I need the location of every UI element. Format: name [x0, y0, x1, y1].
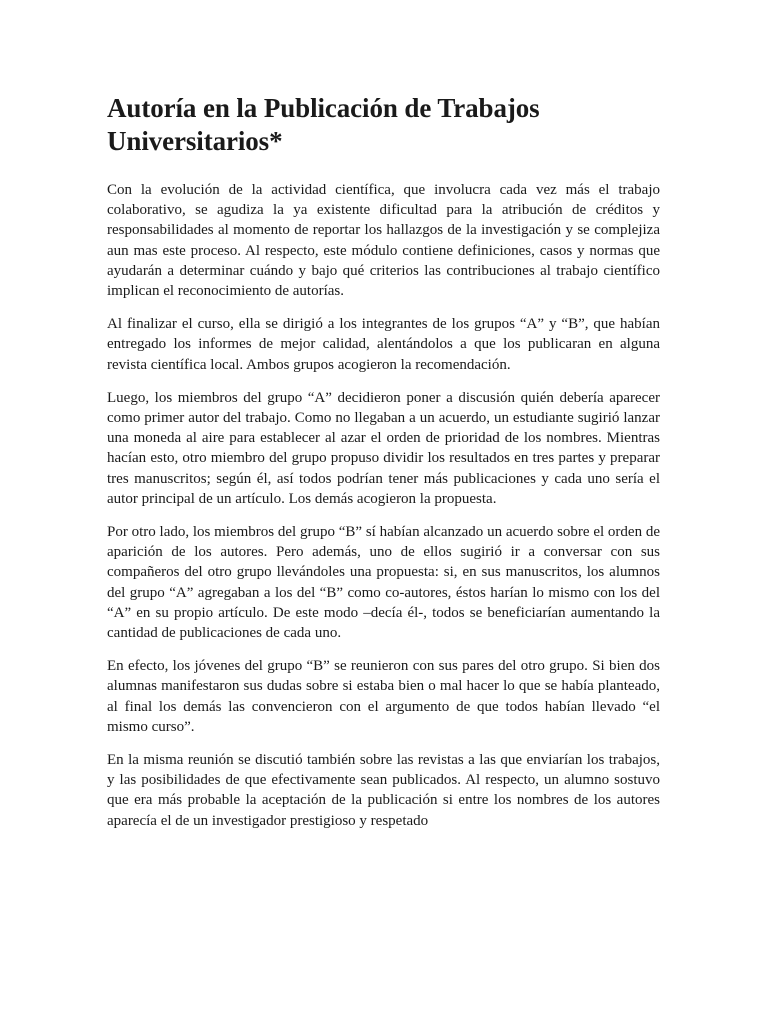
paragraph-group-b: Por otro lado, los miembros del grupo “B” sí habían alcanzado un acuerdo sobre el orden de aparición de los autores. Pero además, uno de ellos sugirió ir a conversar con sus compañeros del otro grupo llevándoles una propuesta: si, en sus manuscritos, los alumnos del grupo “A” agregaban a los del “B” como co-autores, éstos harían lo mismo con los del “A” en su propio artículo. De este modo –decía él-, todos se beneficiarían aumentando la cantidad de publicaciones de cada uno.	[107, 524, 660, 642]
paragraph-meeting: En efecto, los jóvenes del grupo “B” se reunieron con sus pares del otro grupo. Si bien dos alumnas manifestaron sus dudas sobre si estaba bien o mal hacer lo que se había planteado, al final los demás las convencieron con el argumento de que todos habían llevado “el mismo curso”.	[107, 658, 660, 735]
document-page	[107, 92, 660, 844]
paragraph-journals: En la misma reunión se discutió también sobre las revistas a las que enviarían los trabajos, y las posibilidades de que efectivamente sean publicados. Al respecto, un alumno sostuvo que era más probable la aceptación de la publicación si entre los nombres de los autores aparecía el de un investigador prestigioso y respetado	[107, 752, 660, 829]
paragraph-intro: Con la evolución de la actividad científica, que involucra cada vez más el trabajo colaborativo, se agudiza la ya existente dificultad para la atribución de créditos y responsabilidades al momento de reportar los hallazgos de la investigación y se complejiza aun mas este proceso. Al respecto, este módulo contiene definiciones, casos y normas que ayudarán a determinar cuándo y bajo qué criterios las contribuciones al trabajo científico implican el reconocimiento de autorías.	[107, 182, 660, 300]
paragraph-group-a: Luego, los miembros del grupo “A” decidieron poner a discusión quién debería aparecer como primer autor del trabajo. Como no llegaban a un acuerdo, un estudiante sugirió lanzar una moneda al aire para establecer al azar el orden de prioridad de los nombres. Mientras hacían esto, otro miembro del grupo propuso dividir los resultados en tres partes y preparar tres manuscritos; según él, así todos podrían tener más publicaciones y cada uno sería el autor principal de un artículo. Los demás acogieron la propuesta.	[107, 389, 660, 507]
paragraph-course-end: Al finalizar el curso, ella se dirigió a los integrantes de los grupos “A” y “B”, que habían entregado los informes de mejor calidad, alentándolos a que los publicaran en alguna revista científica local. Ambos grupos acogieron la recomendación.	[107, 316, 660, 373]
document-title: Autoría en la Publicación de Trabajos Universitarios*	[107, 93, 540, 156]
